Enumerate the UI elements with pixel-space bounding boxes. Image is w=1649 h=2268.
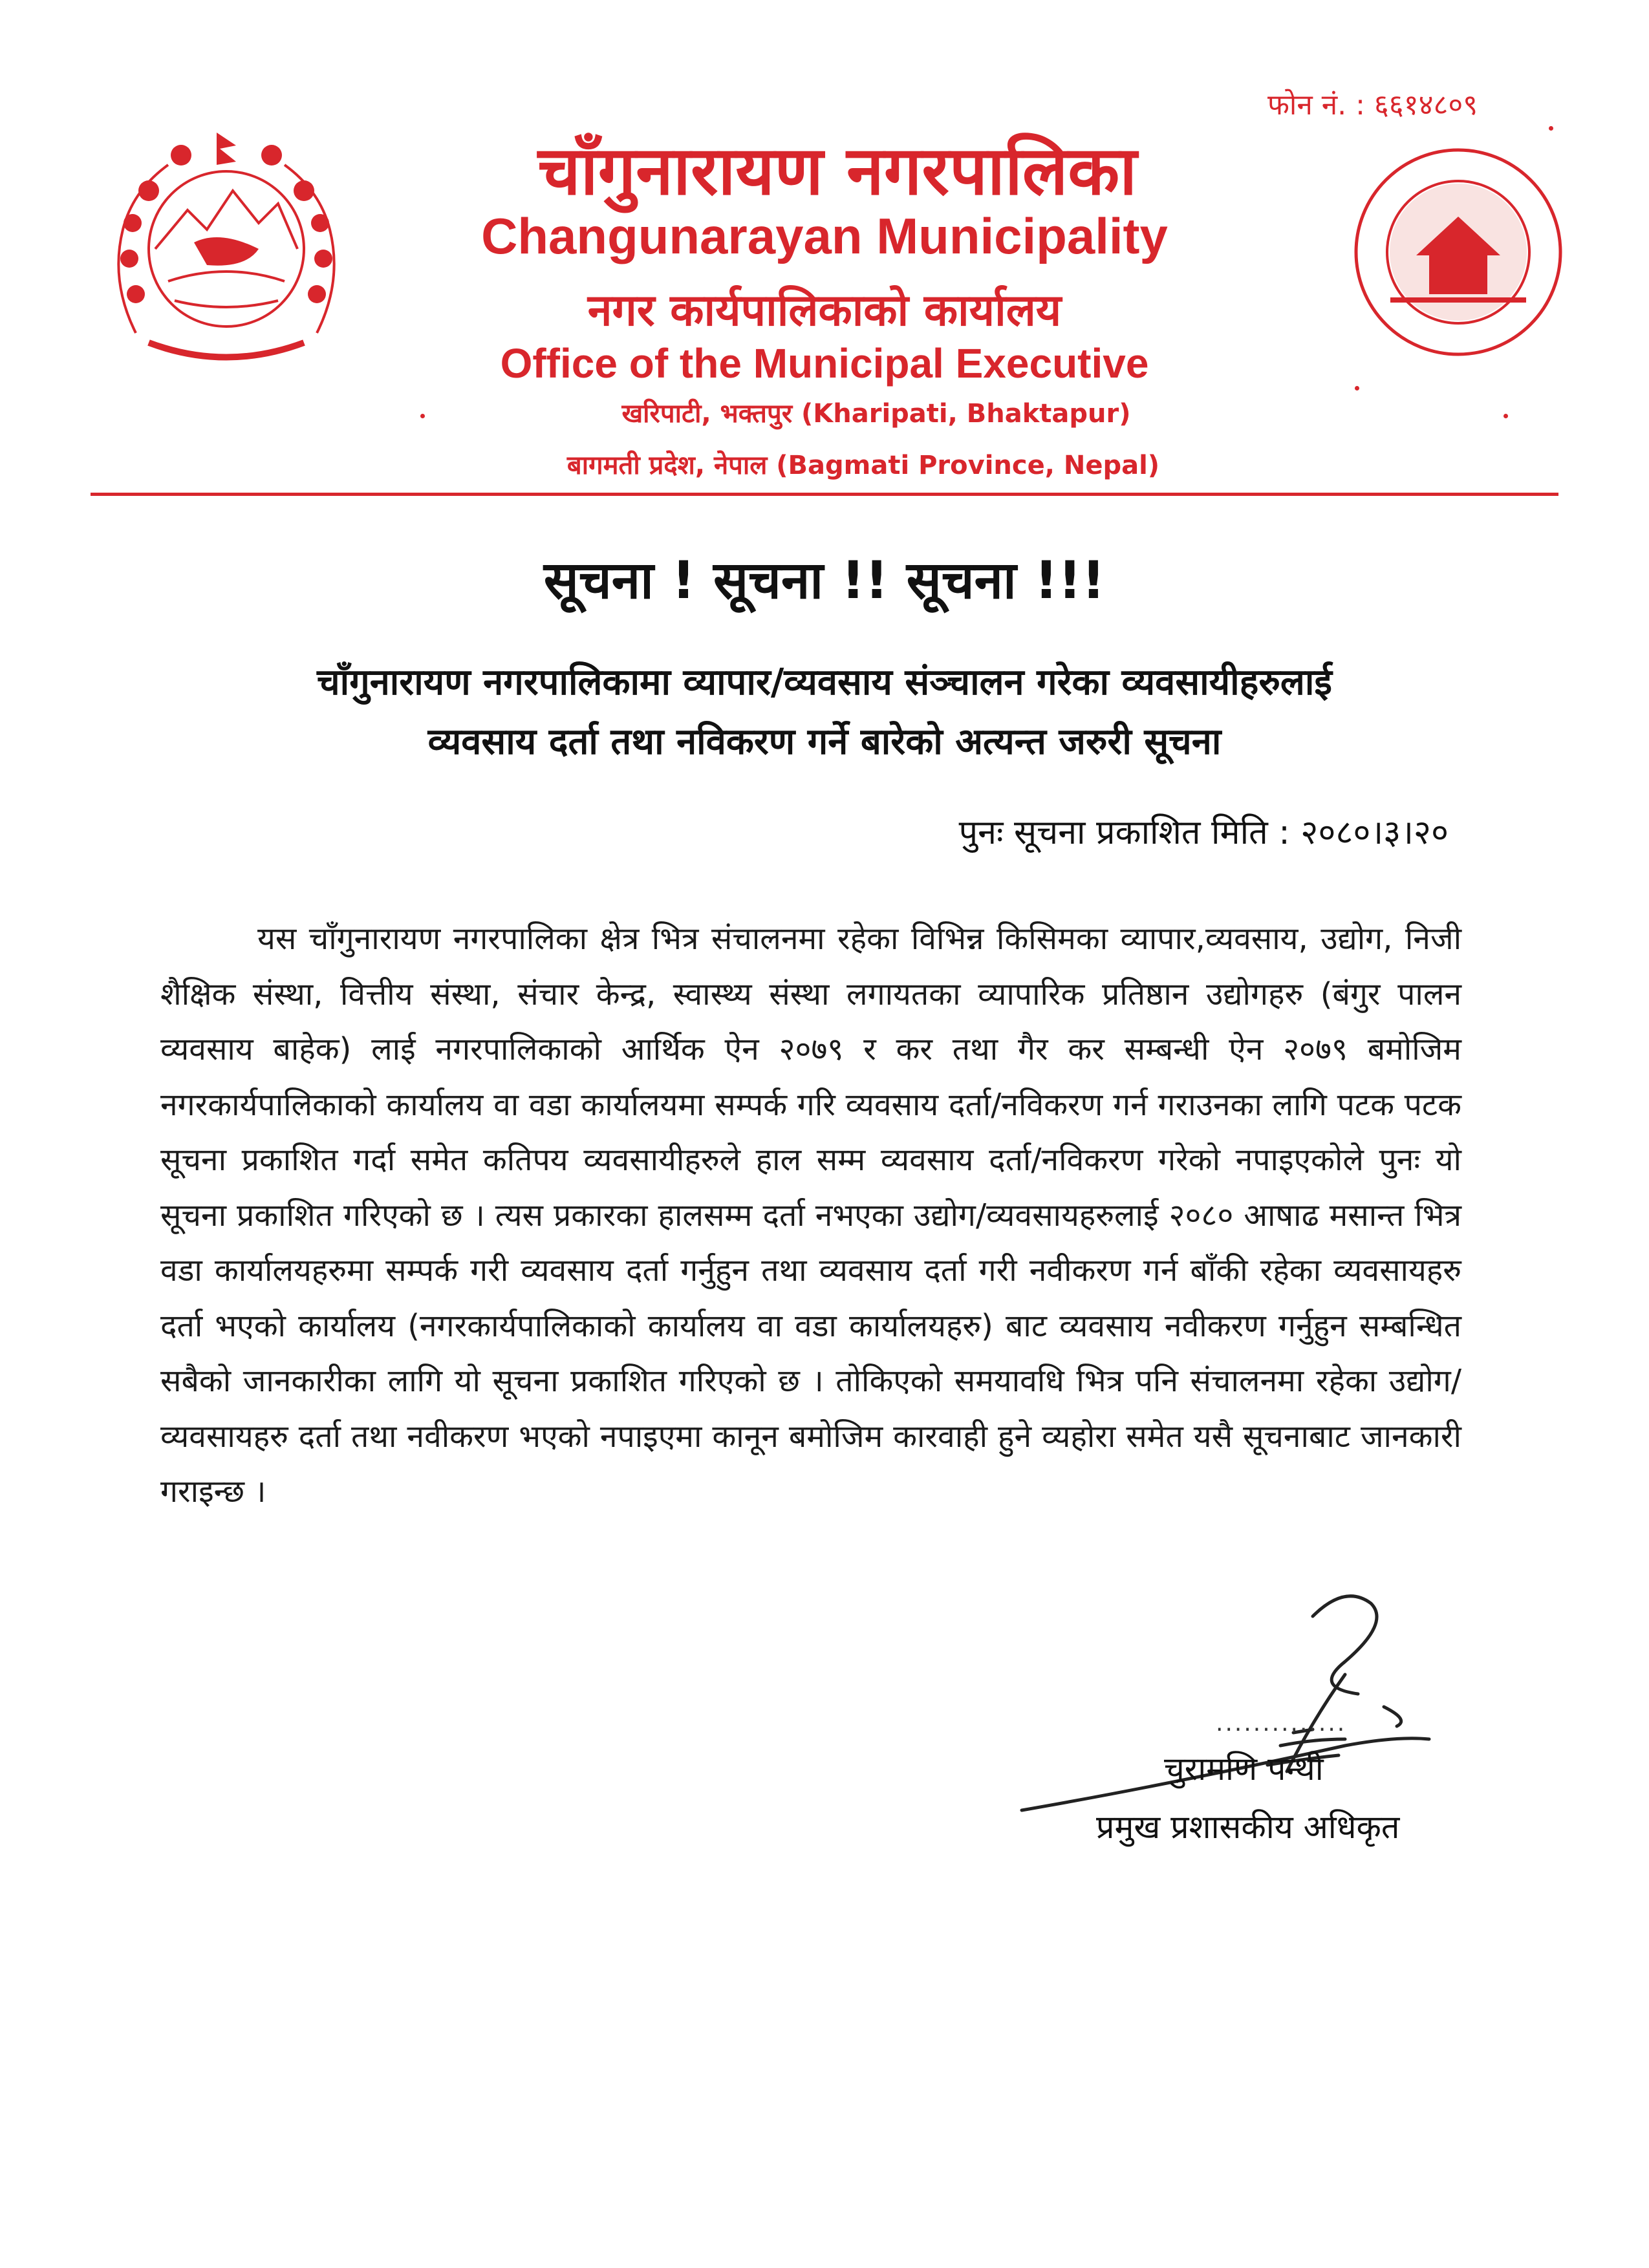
address-line-2: बागमती प्रदेश, नेपाल (Bagmati Province, Nepal) (566, 451, 1160, 480)
notice-subject (155, 653, 1494, 772)
office-name-english: Office of the Municipal Executive (500, 340, 1149, 387)
address-line-1: खरिपाटी, भक्तपुर (Kharipati, Bhaktapur) (621, 399, 1131, 429)
subject-line-2: व्यवसाय दर्ता तथा नविकरण गर्ने बारेको अत्यन्त जरुरी सूचना (427, 721, 1222, 763)
decorative-speck (420, 414, 425, 418)
municipality-name-english: Changunarayan Municipality (481, 208, 1168, 264)
signature-dots: .............. (1216, 1710, 1347, 1737)
republish-date: पुनः सूचना प्रकाशित मिति : २०८०।३।२० (958, 813, 1449, 852)
notice-body-paragraph: यस चाँगुनारायण नगरपालिका क्षेत्र भित्र संचालनमा रहेका विभिन्न किसिमका व्यापार,व्यवसाय, उद्योग, निजी शैक्षिक संस्था, वित्तीय संस्था, संचार केन्द्र, स्वास्थ्य संस्था लगायतका व्यापारिक प्रतिष्ठान उद्योगहरु (बंगुर पालन व्यवसाय बाहेक) लाई नगरपालिकाको आर्थिक ऐन २०७९ र कर तथा गैर कर सम्बन्धी ऐन २०७९ बमोजिम नगरकार्यपालिकाको कार्यालय वा वडा कार्यालयमा सम्पर्क गरि व्यवसाय दर्ता/नविकरण गर्न गराउनका लागि पटक पटक सूचना प्रकाशित गर्दा समेत कतिपय व्यवसायीहरुले हाल सम्म व्यवसाय दर्ता/नविकरण गरेको नपाइएकोले पुनः यो सूचना प्रकाशित गरिएको छ । त्यस प्रकारका हालसम्म दर्ता नभएका उद्योग/व्यवसायहरुलाई २०८० आषाढ मसान्त भित्र वडा कार्यालयहरुमा सम्पर्क गरी व्यवसाय दर्ता गर्नुहुन तथा व्यवसाय दर्ता गरी नवीकरण गर्न बाँकी रहेका व्यवसायहरु दर्ता भएको कार्यालय (नगरकार्यपालिकाको कार्यालय वा वडा कार्यालयहरु) बाट व्यवसाय नवीकरण गर्नुहुन सम्बन्धित सबैको जानकारीका लागि यो सूचना प्रकाशित गरिएको छ । तोकिएको समयावधि भित्र पनि संचालनमा रहेका उद्योग/व्यवसायहरु दर्ता तथा नवीकरण भएको नपाइएमा कानून बमोजिम कारवाही हुने व्यहोरा समेत यसै सूचनाबाट जानकारी गराइन्छ । (160, 921, 1461, 1510)
header-divider (91, 493, 1558, 496)
signatory-name: चुरामणि पन्थी (1164, 1750, 1324, 1788)
decorative-speck (1503, 414, 1508, 418)
subject-line-1: चाँगुनारायण नगरपालिकामा व्यापार/व्यवसाय संञ्चालन गरेका व्यवसायीहरुलाई (317, 661, 1332, 703)
decorative-speck (1549, 126, 1553, 131)
municipality-title-np: चाँगुनारायण नगरपालिका (537, 131, 1137, 210)
decorative-speck (1355, 386, 1359, 390)
notice-title: सूचना ! सूचना !! सूचना !!! (543, 550, 1106, 610)
signatory-title: प्रमुख प्रशासकीय अधिकृत (1096, 1808, 1400, 1846)
office-name-nepali: नगर कार्यपालिकाको कार्यालय (587, 285, 1062, 336)
phone-number: फोन नं. : ६६१४८०९ (1267, 89, 1478, 122)
municipality-name-nepali (0, 123, 1649, 214)
notice-body (160, 912, 1461, 1520)
